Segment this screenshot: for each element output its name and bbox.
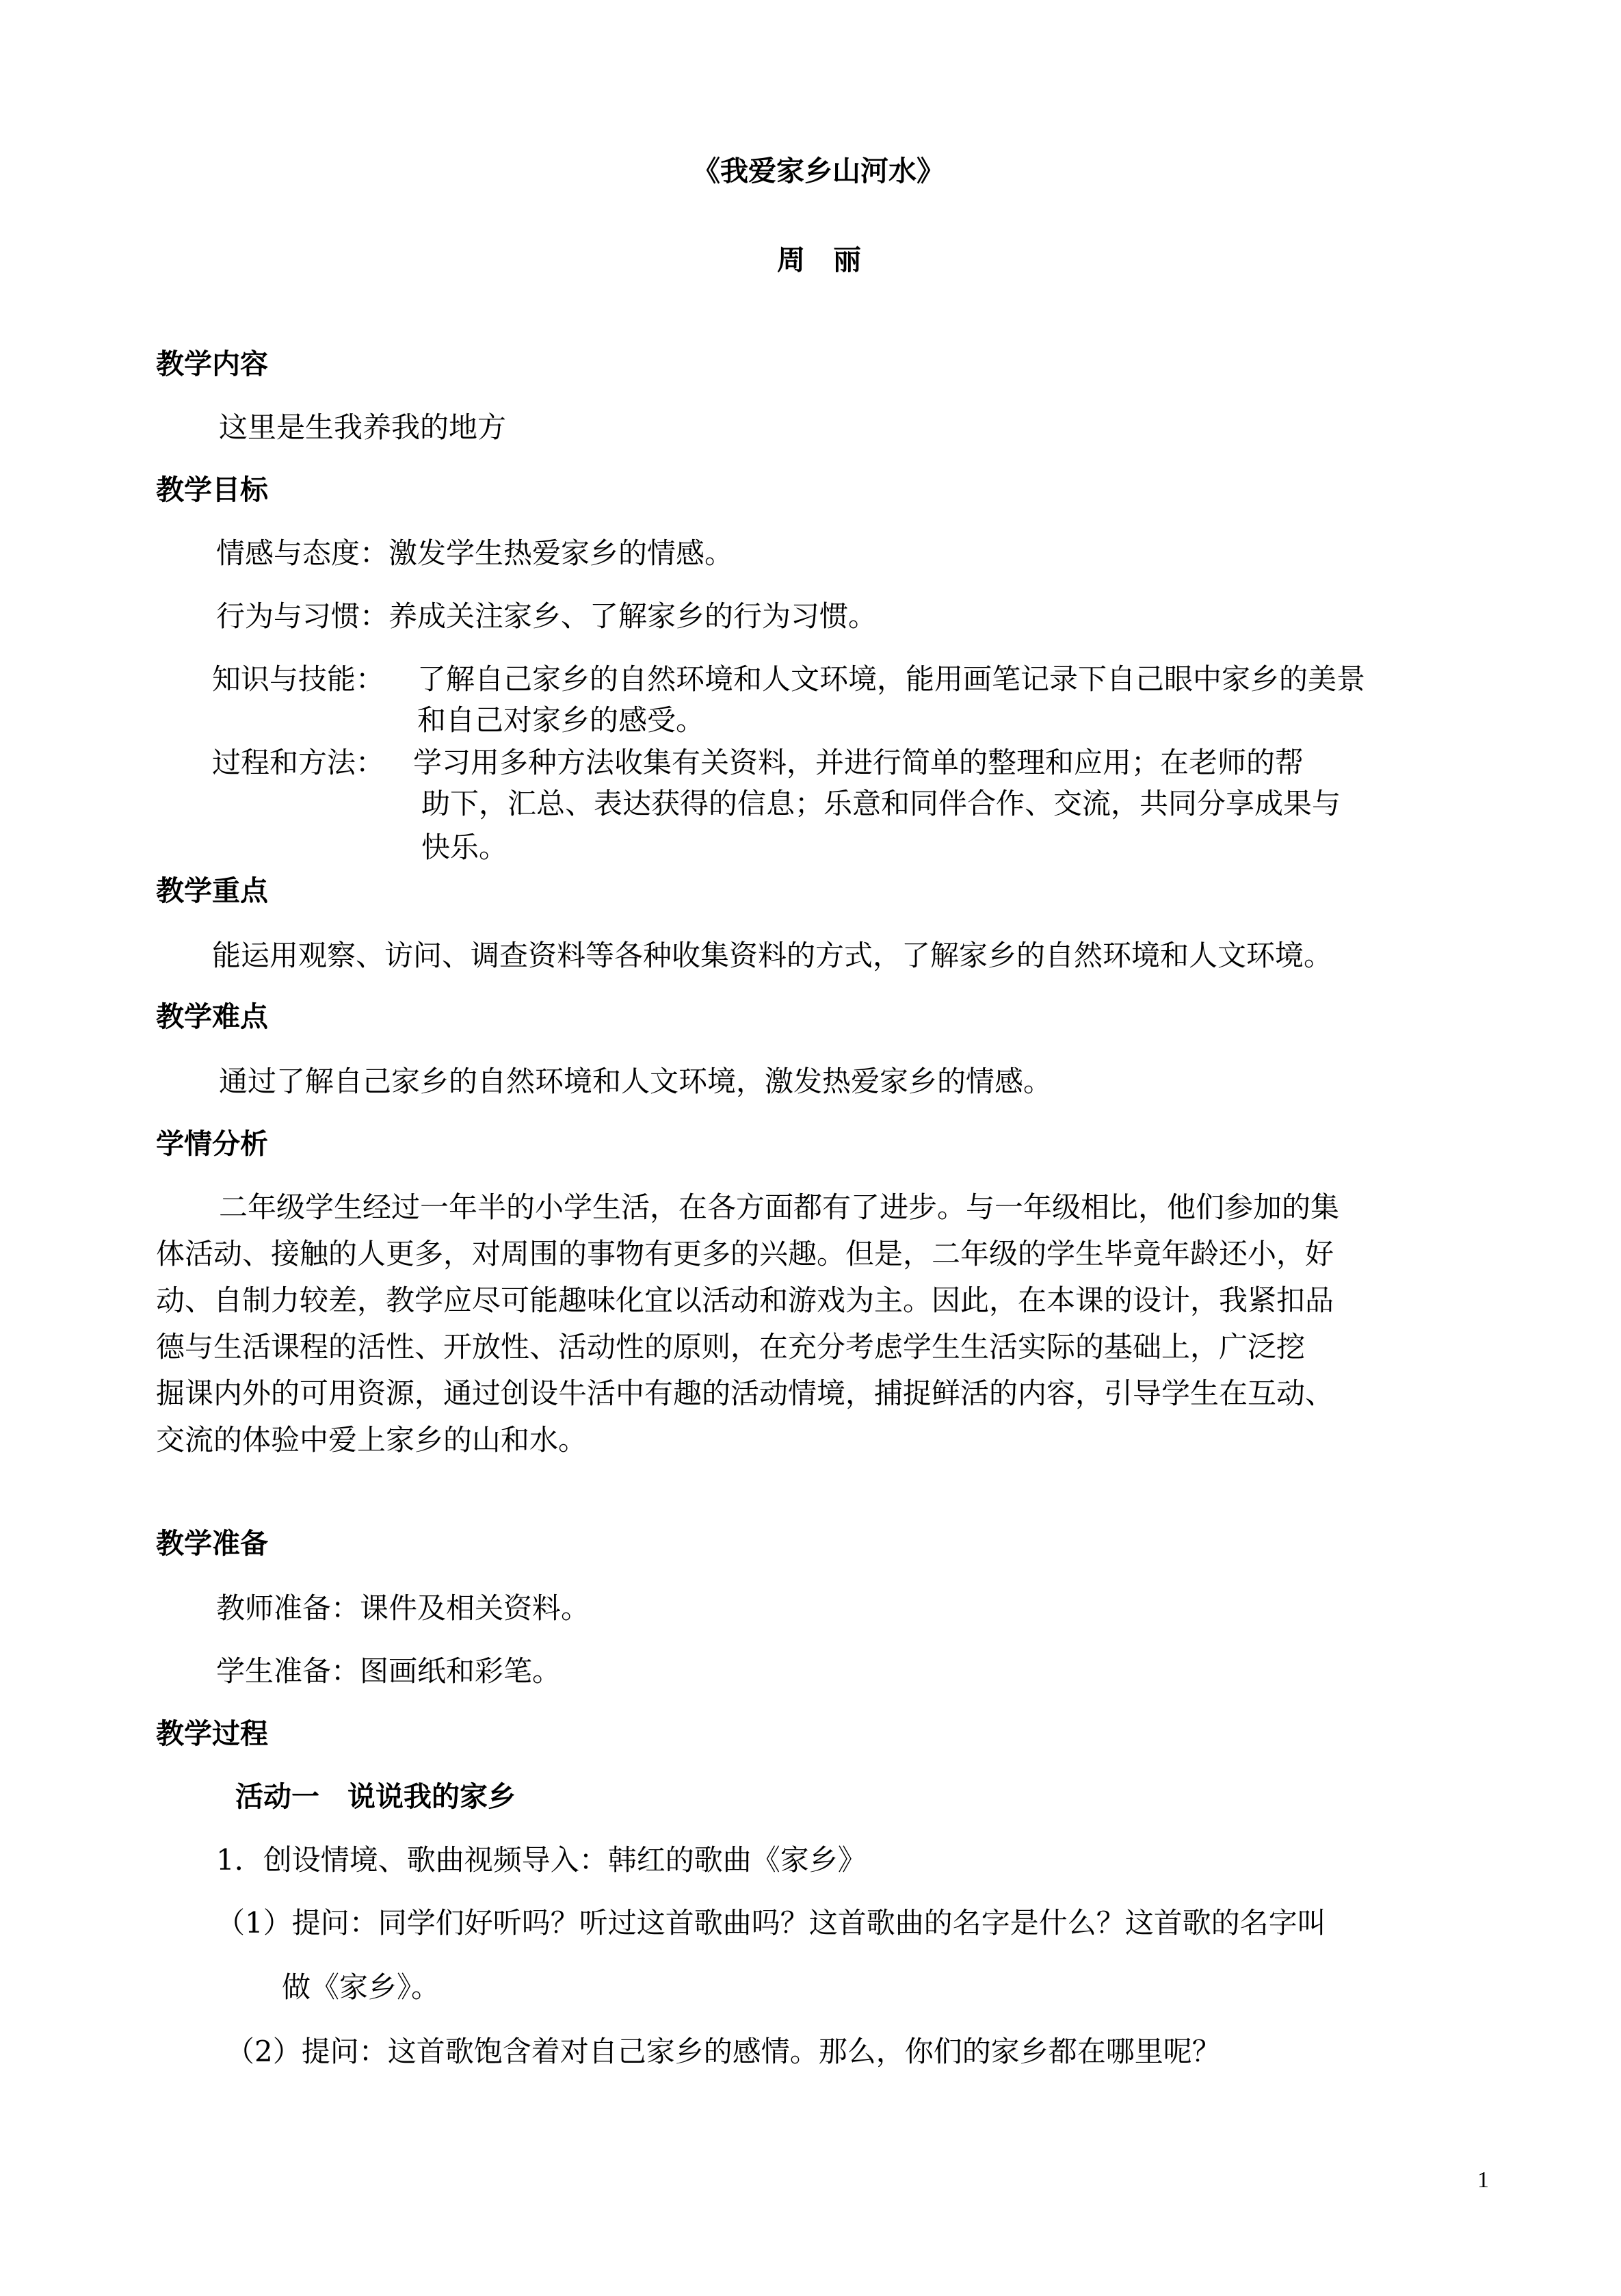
doc-author: 周 丽	[777, 244, 861, 276]
key-text: 能运用观察、访问、调查资料等各种收集资料的方式，了解家乡的自然环境和人文环境。	[212, 939, 1333, 972]
goal-behavior: 行为与习惯：养成关注家乡、了解家乡的行为习惯。	[216, 599, 878, 633]
analysis-line1: 二年级学生经过一年半的小学生活，在各方面都有了进步。与一年级相比，他们参加的集	[219, 1190, 1340, 1224]
prep-teacher: 教师准备：课件及相关资料。	[216, 1591, 590, 1625]
page-number: 1	[1477, 2167, 1489, 2193]
analysis-line3: 动、自制力较差，教学应尽可能趣味化宜以活动和游戏为主。因此，在本课的设计，我紧扣品	[156, 1283, 1334, 1317]
analysis-line4: 德与生活课程的活性、开放性、活动性的原则，在充分考虑学生生活实际的基础上，广泛挖	[156, 1330, 1306, 1364]
doc-title: 《我爱家乡山河水》	[692, 155, 945, 187]
goal-knowledge-line1: 了解自己家乡的自然环境和人文环境，能用画笔记录下自己眼中家乡的美景	[417, 662, 1366, 696]
analysis-line2: 体活动、接触的人更多，对周围的事物有更多的兴趣。但是，二年级的学生毕竟年龄还小，好	[156, 1237, 1334, 1270]
goal-method-label: 过程和方法：	[212, 746, 385, 779]
heading-difficulty: 教学难点	[156, 1000, 268, 1033]
process-step1: 1．创设情境、歌曲视频导入：韩红的歌曲《家乡》	[216, 1843, 867, 1877]
analysis-line6: 交流的体验中爱上家乡的山和水。	[156, 1423, 588, 1457]
heading-goals: 教学目标	[156, 473, 268, 506]
prep-student: 学生准备：图画纸和彩笔。	[216, 1654, 562, 1688]
goal-emotion: 情感与态度：激发学生热爱家乡的情感。	[216, 536, 734, 570]
activity-one-title: 活动一 说说我的家乡	[235, 1780, 516, 1813]
goal-method-line2: 助下，汇总、表达获得的信息；乐意和同伴合作、交流，共同分享成果与	[421, 787, 1341, 820]
goal-method-line3: 快乐。	[421, 831, 508, 864]
process-question2: （2）提问：这首歌饱含着对自己家乡的感情。那么，你们的家乡都在哪里呢？	[226, 2035, 1221, 2068]
content-text: 这里是生我养我的地方	[219, 410, 507, 444]
goal-knowledge-line2: 和自己对家乡的感受。	[417, 703, 705, 737]
heading-content: 教学内容	[156, 348, 268, 380]
heading-prep: 教学准备	[156, 1527, 268, 1560]
heading-process: 教学过程	[156, 1717, 268, 1750]
heading-analysis: 学情分析	[156, 1127, 268, 1160]
difficulty-text: 通过了解自己家乡的自然环境和人文环境，激发热爱家乡的情感。	[219, 1065, 1053, 1098]
process-question1-line1: （1）提问：同学们好听吗？听过这首歌曲吗？这首歌曲的名字是什么？这首歌的名字叫	[216, 1906, 1326, 1940]
heading-key: 教学重点	[156, 874, 268, 907]
goal-knowledge-label: 知识与技能：	[212, 662, 385, 696]
analysis-line5: 掘课内外的可用资源，通过创设牛活中有趣的活动情境，捕捉鲜活的内容，引导学生在互动、	[156, 1377, 1334, 1410]
goal-method-line1: 学习用多种方法收集有关资料，并进行简单的整理和应用；在老师的帮	[413, 746, 1304, 779]
process-question1-line2: 做《家乡》。	[282, 1970, 440, 2004]
